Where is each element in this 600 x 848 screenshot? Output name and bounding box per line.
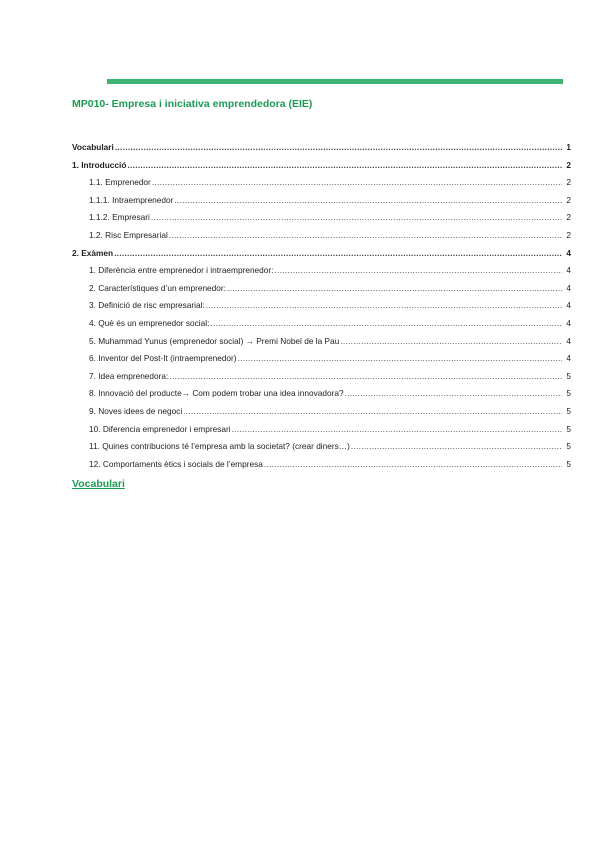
- toc-entry[interactable]: [72, 192, 571, 210]
- toc-leader-dots: [152, 174, 562, 192]
- toc-entry-page: 5: [566, 405, 571, 416]
- toc-entry-title: 1.1. Emprenedor: [89, 177, 151, 188]
- toc-entry-title: 6. Inventor del Post-It (intraemprenedor): [89, 353, 237, 364]
- toc-entry-title: 1.1.1. Intraemprenedor: [89, 194, 174, 205]
- toc-entry-title: 4. Què és un emprenedor social:: [89, 317, 210, 328]
- toc-entry-page: 4: [566, 353, 571, 364]
- toc-leader-dots: [238, 350, 562, 368]
- toc-entry[interactable]: [72, 139, 571, 157]
- table-of-contents: [72, 139, 571, 473]
- toc-entry[interactable]: [72, 403, 571, 421]
- toc-entry-page: 4: [566, 265, 571, 276]
- toc-entry-page: 2: [566, 194, 571, 205]
- toc-leader-dots: [340, 333, 562, 351]
- toc-entry-title: Vocabulari: [72, 142, 114, 152]
- toc-leader-dots: [232, 421, 562, 439]
- toc-entry[interactable]: [72, 227, 571, 245]
- toc-entry-title: 1. Diferència entre emprenedor i intraemprenedor:: [89, 265, 274, 276]
- toc-entry-page: 4: [566, 300, 571, 311]
- toc-entry-title: 12. Comportaments ètics i socials de l’empresa: [89, 458, 263, 469]
- toc-entry-page: 4: [566, 335, 571, 346]
- toc-entry[interactable]: [72, 438, 571, 456]
- toc-leader-dots: [206, 297, 562, 315]
- toc-entry-page: 5: [566, 441, 571, 452]
- toc-entry-title: 2. Exàmen: [72, 247, 114, 258]
- section-heading-vocabulari[interactable]: Vocabulari: [72, 478, 125, 490]
- toc-leader-dots: [115, 139, 562, 157]
- toc-entry-page: 4: [566, 247, 571, 258]
- toc-leader-dots: [174, 192, 562, 210]
- toc-leader-dots: [183, 403, 562, 421]
- toc-entry-page: 2: [566, 229, 571, 240]
- toc-entry-page: 5: [566, 423, 571, 434]
- toc-entry[interactable]: [72, 280, 571, 298]
- toc-entry-title: 7. Idea emprenedora:: [89, 370, 169, 381]
- toc-entry-title: 2. Característiques d’un emprenedor:: [89, 282, 226, 293]
- toc-entry-page: 2: [566, 212, 571, 223]
- toc-entry[interactable]: [72, 315, 571, 333]
- toc-entry[interactable]: [72, 368, 571, 386]
- toc-entry-page: 5: [566, 388, 571, 399]
- toc-entry-title: 1. Introducció: [72, 159, 127, 170]
- toc-entry-page: 4: [566, 282, 571, 293]
- toc-entry[interactable]: [72, 385, 571, 403]
- toc-entry[interactable]: [72, 456, 571, 474]
- toc-entry[interactable]: [72, 350, 571, 368]
- toc-entry-title: 10. Diferencia emprenedor i empresari: [89, 423, 231, 434]
- toc-leader-dots: [169, 368, 562, 386]
- toc-entry-title: 11. Quines contribucions té l’empresa amb la societat? (crear diners…): [89, 441, 350, 452]
- toc-leader-dots: [264, 456, 562, 474]
- toc-entry[interactable]: [72, 245, 571, 263]
- toc-leader-dots: [274, 262, 562, 280]
- toc-leader-dots: [210, 315, 562, 333]
- toc-entry-title: 5. Muhammad Yunus (emprenedor social) → Premi Nobel de la Pau: [89, 335, 340, 346]
- toc-entry-title: 1.1.2. Empresari: [89, 212, 150, 223]
- toc-entry[interactable]: [72, 333, 571, 351]
- toc-entry-page: 2: [566, 177, 571, 188]
- toc-leader-dots: [127, 157, 562, 175]
- toc-entry[interactable]: [72, 262, 571, 280]
- toc-entry[interactable]: [72, 421, 571, 439]
- toc-entry[interactable]: [72, 297, 571, 315]
- toc-leader-dots: [114, 245, 562, 263]
- toc-entry-page: 5: [566, 458, 571, 469]
- toc-entry[interactable]: [72, 174, 571, 192]
- toc-leader-dots: [151, 209, 562, 227]
- toc-entry[interactable]: [72, 209, 571, 227]
- toc-entry-page: 2: [566, 159, 571, 170]
- toc-leader-dots: [169, 227, 562, 245]
- toc-entry-title: 9. Noves idees de negoci: [89, 405, 183, 416]
- toc-entry[interactable]: [72, 157, 571, 175]
- toc-entry-page: 1: [566, 142, 571, 152]
- toc-leader-dots: [227, 280, 562, 298]
- toc-entry-title: 1.2. Risc Empresarial: [89, 229, 168, 240]
- toc-entry-page: 4: [566, 317, 571, 328]
- toc-leader-dots: [351, 438, 562, 456]
- toc-entry-title: 3. Definició de risc empresarial:: [89, 300, 205, 311]
- document-title: MP010- Empresa i iniciativa emprendedora (EIE): [72, 98, 313, 110]
- toc-entry-page: 5: [566, 370, 571, 381]
- header-rule: [107, 79, 563, 84]
- toc-leader-dots: [345, 385, 562, 403]
- toc-entry-title: 8. Innovació del producte→ Com podem trobar una idea innovadora?: [89, 388, 344, 399]
